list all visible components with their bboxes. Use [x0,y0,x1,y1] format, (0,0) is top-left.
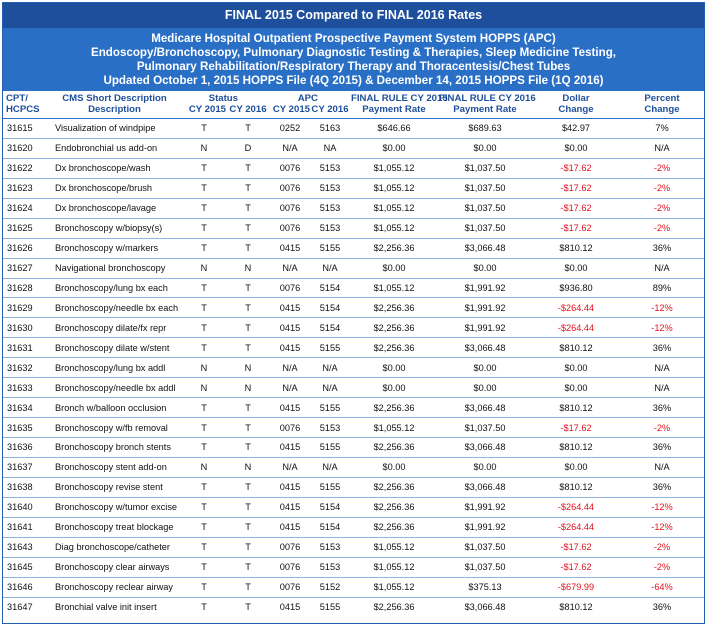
rate-2015-cell: $1,055.12 [350,577,438,597]
status-2015-cell: N [182,457,226,477]
rate-2015-cell: $2,256.36 [350,298,438,318]
table-row [3,457,704,477]
apc-2015-cell: 0415 [270,517,310,537]
description-cell: Bronchoscopy w/biopsy(s) [47,218,182,238]
table-row [3,398,704,418]
apc-2016-cell: NA [310,138,350,158]
apc-2015-cell: 0415 [270,477,310,497]
dollar-change-cell: -$17.62 [532,178,620,198]
dollar-change-cell: $810.12 [532,438,620,458]
table-row [3,158,704,178]
percent-change-cell: N/A [620,378,704,398]
percent-change-cell: -2% [620,198,704,218]
header-percent-change: Percent Change [620,91,704,119]
table-row [3,438,704,458]
dollar-change-cell: $810.12 [532,398,620,418]
apc-2015-cell: N/A [270,138,310,158]
rate-2016-cell: $3,066.48 [438,238,532,258]
rate-2016-cell: $1,037.50 [438,178,532,198]
description-cell: Dx bronchoscope/lavage [47,198,182,218]
header-dollar-change: Dollar Change [532,91,620,119]
rate-2016-cell: $1,037.50 [438,218,532,238]
status-2015-cell: T [182,198,226,218]
rate-2015-cell: $2,256.36 [350,398,438,418]
status-2016-cell: T [226,238,270,258]
cpt-code-cell: 31624 [3,198,47,218]
table-body [3,119,704,617]
rate-2016-cell: $0.00 [438,378,532,398]
header-final-rule-2016: FINAL RULE CY 2016 Payment Rate [438,91,532,119]
table-row [3,497,704,517]
rate-2016-cell: $3,066.48 [438,438,532,458]
percent-change-cell: 36% [620,238,704,258]
rate-2016-cell: $1,991.92 [438,318,532,338]
description-cell: Bronchial valve init insert [55,601,157,612]
cpt-code-cell: 31623 [3,178,47,198]
rate-2015-cell: $0.00 [350,258,438,278]
apc-2015-cell: 0076 [270,278,310,298]
description-cell: Bronchoscopy reclear airway [47,577,182,597]
status-2015-cell: T [182,398,226,418]
rate-2016-cell: $3,066.48 [438,398,532,418]
apc-2015-cell: 0076 [270,537,310,557]
status-2015-cell: N [182,378,226,398]
description-cell: Bronchoscopy/lung bx addl [47,358,182,378]
status-2015-cell: T [182,178,226,198]
header-apc-2015: APC CY 2015 [270,91,310,119]
apc-2016-cell: 5154 [310,517,350,537]
apc-2016-cell: 5155 [310,438,350,458]
status-2015-cell: N [182,258,226,278]
status-2016-cell: N [226,457,270,477]
apc-2016-cell: 5154 [310,318,350,338]
apc-2015-cell: 0415 [270,238,310,258]
rate-2015-cell: $1,055.12 [350,557,438,577]
cpt-code-cell: 31634 [3,398,47,418]
header-cpt: CPT/ HCPCS [3,91,47,119]
rate-2015-cell: $0.00 [350,358,438,378]
status-2015-cell: T [182,238,226,258]
rate-2015-cell: $1,055.12 [350,198,438,218]
cpt-code-cell: 31620 [3,138,47,158]
rate-2015-cell: $1,055.12 [350,537,438,557]
description-cell: Bronchoscopy dilate/fx repr [47,318,182,338]
status-2015-cell: T [182,298,226,318]
table-row [3,597,704,616]
status-2016-cell: T [226,517,270,537]
cpt-code-cell: 31646 [3,577,47,597]
description-cell: Bronchoscopy/lung bx each [47,278,182,298]
dollar-change-cell: $0.00 [532,258,620,278]
header-status-2016: CY 2016 [226,91,270,119]
description-cell: Bronchoscopy w/markers [47,238,182,258]
table-row [3,238,704,258]
percent-change-cell: 36% [652,601,672,612]
status-2016-cell: N [226,378,270,398]
table-row [3,358,704,378]
dollar-change-cell: -$17.62 [532,218,620,238]
rate-2016-cell: $1,037.50 [438,418,532,438]
apc-2015-cell: 0252 [270,119,310,139]
description-cell: Endobronchial us add-on [47,138,182,158]
apc-2016-cell: 5155 [310,238,350,258]
status-2016-cell: T [226,278,270,298]
status-2015-cell: T [201,601,207,612]
apc-2015-cell: 0076 [270,218,310,238]
cpt-code-cell: 31626 [3,238,47,258]
percent-change-cell: -12% [620,298,704,318]
apc-2015-cell: N/A [270,258,310,278]
apc-2016-cell: 5154 [310,497,350,517]
table-row [3,537,704,557]
rate-2016-cell: $1,991.92 [438,497,532,517]
rate-2016-cell: $1,991.92 [438,278,532,298]
rate-2015-cell: $1,055.12 [350,158,438,178]
table-row [3,378,704,398]
description-cell: Bronchoscopy dilate w/stent [47,338,182,358]
status-2015-cell: N [182,138,226,158]
rate-2016-cell: $1,991.92 [438,298,532,318]
description-cell: Bronch w/balloon occlusion [47,398,182,418]
rate-2015-cell: $2,256.36 [350,338,438,358]
rate-2015-cell: $2,256.36 [350,497,438,517]
dollar-change-cell: -$17.62 [532,418,620,438]
percent-change-cell: -12% [620,497,704,517]
status-2015-cell: T [182,438,226,458]
document-subtitle [3,28,704,91]
dollar-change-cell: $0.00 [532,138,620,158]
cpt-code-cell: 31641 [3,517,47,537]
table-row [3,119,704,139]
header-description: CMS Short Description Description [47,91,182,119]
table-row [3,298,704,318]
table-row [3,477,704,497]
rate-2016-cell: $0.00 [438,138,532,158]
percent-change-cell: -2% [620,218,704,238]
dollar-change-cell: -$264.44 [532,517,620,537]
status-2016-cell: T [226,577,270,597]
dollar-change-cell: $0.00 [532,378,620,398]
apc-2016-cell: N/A [310,378,350,398]
rate-2016-cell: $0.00 [438,457,532,477]
apc-2015-cell: 0415 [270,298,310,318]
percent-change-cell: -2% [620,158,704,178]
apc-2015-cell: 0415 [270,497,310,517]
status-2015-cell: T [182,218,226,238]
rate-2016-cell: $3,066.48 [438,477,532,497]
description-cell: Bronchoscopy w/tumor excise [47,497,182,517]
rate-2016-cell: $3,066.48 [438,338,532,358]
cpt-code-cell: 31615 [3,119,47,139]
apc-2015-cell: 0415 [270,398,310,418]
status-2016-cell: T [245,601,251,612]
apc-2015-cell: 0415 [270,338,310,358]
dollar-change-cell: $0.00 [532,457,620,477]
status-2015-cell: N [182,358,226,378]
rates-document [2,2,705,624]
apc-2015-cell: 0415 [270,318,310,338]
dollar-change-cell: $42.97 [532,119,620,139]
apc-2016-cell: N/A [310,358,350,378]
rate-2015-cell: $0.00 [350,138,438,158]
cpt-code-cell: 31638 [3,477,47,497]
cpt-code-cell: 31622 [3,158,47,178]
status-2016-cell: T [226,298,270,318]
apc-2015-cell: 0076 [270,198,310,218]
apc-2015-cell: N/A [270,378,310,398]
dollar-change-cell: -$264.44 [532,497,620,517]
rate-2016-cell: $1,991.92 [438,517,532,537]
apc-2015-cell: 0076 [270,557,310,577]
status-2015-cell: T [182,477,226,497]
status-2016-cell: T [226,438,270,458]
rate-2016-cell: $689.63 [438,119,532,139]
status-2015-cell: T [182,537,226,557]
rate-2015-cell: $1,055.12 [350,178,438,198]
dollar-change-cell: $936.80 [532,278,620,298]
status-2016-cell: T [226,318,270,338]
rate-2015-cell: $0.00 [350,457,438,477]
rate-2015-cell: $2,256.36 [350,517,438,537]
description-cell: Bronchoscopy/needle bx each [47,298,182,318]
apc-2016-cell: 5155 [310,338,350,358]
status-2016-cell: T [226,158,270,178]
apc-2016-cell: 5155 [319,601,341,612]
subtitle-line: Pulmonary Rehabilitation/Respiratory Therapy and Thoracentesis/Chest Tubes [136,60,571,73]
rate-2015-cell: $2,256.36 [350,477,438,497]
apc-2015-cell: 0076 [270,178,310,198]
cpt-code-cell: 31632 [3,358,47,378]
table-header [3,91,704,119]
description-cell: Bronchoscopy treat blockage [47,517,182,537]
status-2016-cell: D [226,138,270,158]
table-row [3,557,704,577]
percent-change-cell: N/A [620,138,704,158]
dollar-change-cell: $810.12 [532,477,620,497]
status-2015-cell: T [182,557,226,577]
cpt-code-cell: 31625 [3,218,47,238]
apc-2016-cell: 5153 [310,198,350,218]
dollar-change-cell: $810.12 [532,338,620,358]
subtitle-line: Endoscopy/Bronchoscopy, Pulmonary Diagnostic Testing & Therapies, Sleep Medicine Testing, [90,46,617,59]
subtitle-line: Medicare Hospital Outpatient Prospective Payment System HOPPS (APC) [151,32,556,45]
percent-change-cell: 36% [620,338,704,358]
cpt-code-cell: 31631 [3,338,47,358]
status-2016-cell: T [226,178,270,198]
header-final-rule-2015: FINAL RULE CY 2015 Payment Rate [350,91,438,119]
rate-2016-cell: $1,037.50 [438,198,532,218]
status-2016-cell: T [226,418,270,438]
status-2015-cell: T [182,278,226,298]
table-row [3,338,704,358]
apc-2016-cell: 5153 [310,557,350,577]
apc-2015-cell: 0076 [270,577,310,597]
dollar-change-cell: -$17.62 [532,537,620,557]
apc-2016-cell: 5152 [310,577,350,597]
apc-2016-cell: 5153 [310,537,350,557]
percent-change-cell: -2% [620,557,704,577]
status-2015-cell: T [182,318,226,338]
description-cell: Diag bronchoscope/catheter [47,537,182,557]
header-status-2015: Status CY 2015 [182,91,226,119]
status-2015-cell: T [182,497,226,517]
status-2016-cell: T [226,119,270,139]
cpt-code-cell: 31628 [3,278,47,298]
cpt-code-cell: 31636 [3,438,47,458]
table-row [3,577,704,597]
description-cell: Bronchoscopy/needle bx addl [47,378,182,398]
cpt-code-cell: 31640 [3,497,47,517]
document-title: FINAL 2015 Compared to FINAL 2016 Rates [3,3,704,28]
table-row [3,138,704,158]
table-row [3,318,704,338]
apc-2016-cell: N/A [310,457,350,477]
description-cell: Visualization of windpipe [47,119,182,139]
rate-2016-cell: $0.00 [438,258,532,278]
status-2016-cell: N [226,258,270,278]
cpt-code-cell: 31643 [3,537,47,557]
status-2016-cell: T [226,198,270,218]
description-cell: Dx bronchoscope/wash [47,158,182,178]
percent-change-cell: -64% [620,577,704,597]
rate-2015-cell: $2,256.36 [350,318,438,338]
header-apc-2016: CY 2016 [310,91,350,119]
table-row [3,418,704,438]
status-2016-cell: T [226,338,270,358]
percent-change-cell: N/A [620,457,704,477]
percent-change-cell: 36% [620,438,704,458]
description-cell: Bronchoscopy revise stent [47,477,182,497]
description-cell: Bronchoscopy clear airways [47,557,182,577]
percent-change-cell: -12% [620,318,704,338]
dollar-change-cell: -$264.44 [532,318,620,338]
cpt-code-cell: 31633 [3,378,47,398]
apc-2016-cell: N/A [310,258,350,278]
table-row [3,178,704,198]
subtitle-line: Updated October 1, 2015 HOPPS File (4Q 2015) & December 14, 2015 HOPPS File (1Q 2016) [103,74,604,87]
description-cell: Bronchoscopy stent add-on [47,457,182,477]
percent-change-cell: 89% [620,278,704,298]
cpt-code-cell: 31635 [3,418,47,438]
status-2016-cell: T [226,218,270,238]
apc-2015-cell: 0076 [270,158,310,178]
status-2015-cell: T [182,338,226,358]
cpt-code-cell: 31627 [3,258,47,278]
rate-2015-cell: $2,256.36 [350,438,438,458]
dollar-change-cell: -$17.62 [532,557,620,577]
cpt-code-cell: 31647 [7,601,33,612]
rate-2016-cell: $1,037.50 [438,158,532,178]
percent-change-cell: 7% [620,119,704,139]
dollar-change-cell: $810.12 [559,601,593,612]
percent-change-cell: N/A [620,258,704,278]
apc-2016-cell: 5155 [310,477,350,497]
apc-2016-cell: 5163 [310,119,350,139]
description-cell: Navigational bronchoscopy [47,258,182,278]
dollar-change-cell: -$17.62 [532,198,620,218]
rate-2016-cell: $0.00 [438,358,532,378]
rate-2016-cell: $375.13 [438,577,532,597]
apc-2016-cell: 5153 [310,418,350,438]
dollar-change-cell: $0.00 [532,358,620,378]
apc-2015-cell: N/A [270,457,310,477]
percent-change-cell: -2% [620,178,704,198]
apc-2016-cell: 5154 [310,278,350,298]
rate-2016-cell: $1,037.50 [438,557,532,577]
rates-table [3,91,704,616]
table-row [3,218,704,238]
rate-2015-cell: $646.66 [350,119,438,139]
dollar-change-cell: $810.12 [532,238,620,258]
rate-2015-cell: $1,055.12 [350,418,438,438]
percent-change-cell: -2% [620,418,704,438]
table-row [3,198,704,218]
status-2015-cell: T [182,517,226,537]
apc-2015-cell: 0076 [270,418,310,438]
rate-2015-cell: $2,256.36 [373,601,415,612]
rate-2015-cell: $1,055.12 [350,218,438,238]
status-2016-cell: N [226,358,270,378]
apc-2015-cell: N/A [270,358,310,378]
status-2015-cell: T [182,158,226,178]
apc-2016-cell: 5153 [310,218,350,238]
status-2016-cell: T [226,477,270,497]
rate-2015-cell: $2,256.36 [350,238,438,258]
cpt-code-cell: 31630 [3,318,47,338]
rate-2016-cell: $1,037.50 [438,537,532,557]
apc-2015-cell: 0415 [279,601,301,612]
apc-2016-cell: 5153 [310,178,350,198]
dollar-change-cell: -$679.99 [532,577,620,597]
percent-change-cell: -12% [620,517,704,537]
table-row [3,258,704,278]
cpt-code-cell: 31645 [3,557,47,577]
percent-change-cell: N/A [620,358,704,378]
cpt-code-cell: 31637 [3,457,47,477]
rate-2016-cell: $3,066.48 [464,601,506,612]
status-2016-cell: T [226,537,270,557]
rate-2015-cell: $1,055.12 [350,278,438,298]
table-row [3,278,704,298]
status-2016-cell: T [226,398,270,418]
status-2016-cell: T [226,557,270,577]
cpt-code-cell: 31629 [3,298,47,318]
status-2015-cell: T [182,418,226,438]
description-cell: Bronchoscopy w/fb removal [47,418,182,438]
description-cell: Bronchoscopy bronch stents [47,438,182,458]
dollar-change-cell: -$264.44 [532,298,620,318]
percent-change-cell: 36% [620,398,704,418]
apc-2015-cell: 0415 [270,438,310,458]
apc-2016-cell: 5155 [310,398,350,418]
dollar-change-cell: -$17.62 [532,158,620,178]
apc-2016-cell: 5154 [310,298,350,318]
percent-change-cell: -2% [620,537,704,557]
rate-2015-cell: $0.00 [350,378,438,398]
status-2015-cell: T [182,577,226,597]
percent-change-cell: 36% [620,477,704,497]
table-row [3,517,704,537]
apc-2016-cell: 5153 [310,158,350,178]
status-2015-cell: T [182,119,226,139]
description-cell: Dx bronchoscope/brush [47,178,182,198]
status-2016-cell: T [226,497,270,517]
